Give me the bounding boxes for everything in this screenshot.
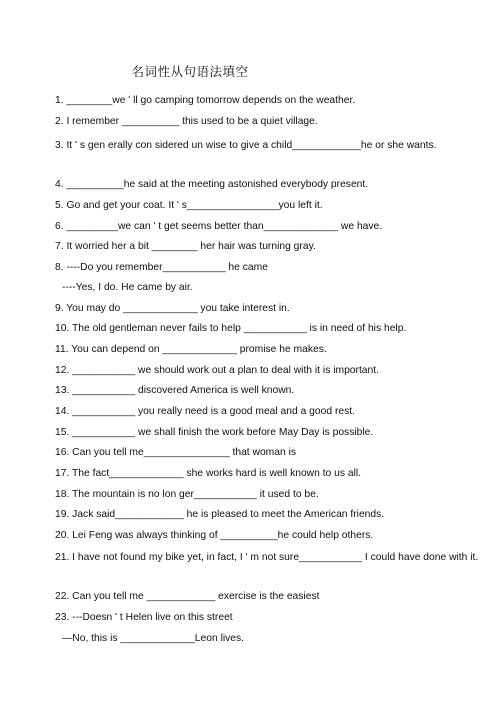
question-15: 15. ___________ we shall finish the work before May Day is possible. bbox=[55, 427, 374, 438]
question-23: 23. ---Doesn ' t Helen live on this street bbox=[55, 612, 233, 623]
question-16: 16. Can you tell me_______________ that woman is bbox=[55, 447, 297, 458]
question-6: 6. _________we can ' t get seems better than_____________ we have. bbox=[55, 221, 383, 232]
page-title: 名词性从句语法填空 bbox=[131, 64, 249, 79]
question-2: 2. I remember __________ this used to be a quiet village. bbox=[55, 116, 318, 127]
question-14: 14. ___________ you really need is a good meal and a good rest. bbox=[55, 406, 355, 417]
question-11: 11. You can depend on _____________ promise he makes. bbox=[55, 344, 327, 355]
question-22: 22. Can you tell me ____________ exercise is the easiest bbox=[55, 591, 320, 602]
question-8: 8. ----Do you remember___________ he came bbox=[55, 262, 268, 273]
question-20: 20. Lei Feng was always thinking of __________he could help others. bbox=[55, 530, 374, 541]
question-1: 1. ________we ' ll go camping tomorrow depends on the weather. bbox=[55, 95, 356, 106]
question-18: 18. The mountain is no lon ger___________ it used to be. bbox=[55, 489, 319, 500]
question-19: 19. Jack said____________ he is pleased to meet the American friends. bbox=[55, 509, 385, 520]
question-3: 3. It ' s gen erally con sidered un wise to give a child____________he or she wants. bbox=[55, 140, 437, 151]
question-7: 7. It worried her a bit ________ her hair was turning gray. bbox=[55, 241, 316, 252]
question-17: 17. The fact_____________ she works hard is well known to us all. bbox=[55, 468, 362, 479]
question-9: 9. You may do _____________ you take interest in. bbox=[55, 303, 290, 314]
question-23-answer: —No, this is _____________Leon lives. bbox=[62, 633, 245, 644]
question-13: 13. ___________ discovered America is well known. bbox=[55, 385, 295, 396]
question-8-answer: ----Yes, I do. He came by air. bbox=[62, 282, 193, 293]
question-21: 21. I have not found my bike yet, in fact, I ' m not sure___________ I could have done with it. bbox=[55, 552, 479, 563]
question-4: 4. __________he said at the meeting astonished everybody present. bbox=[55, 179, 369, 190]
question-5: 5. Go and get your coat. It ' s________________you left it. bbox=[55, 200, 323, 211]
question-10: 10. The old gentleman never fails to help ___________ is in need of his help. bbox=[55, 323, 407, 334]
question-12: 12. ___________ we should work out a plan to deal with it is important. bbox=[55, 365, 379, 376]
